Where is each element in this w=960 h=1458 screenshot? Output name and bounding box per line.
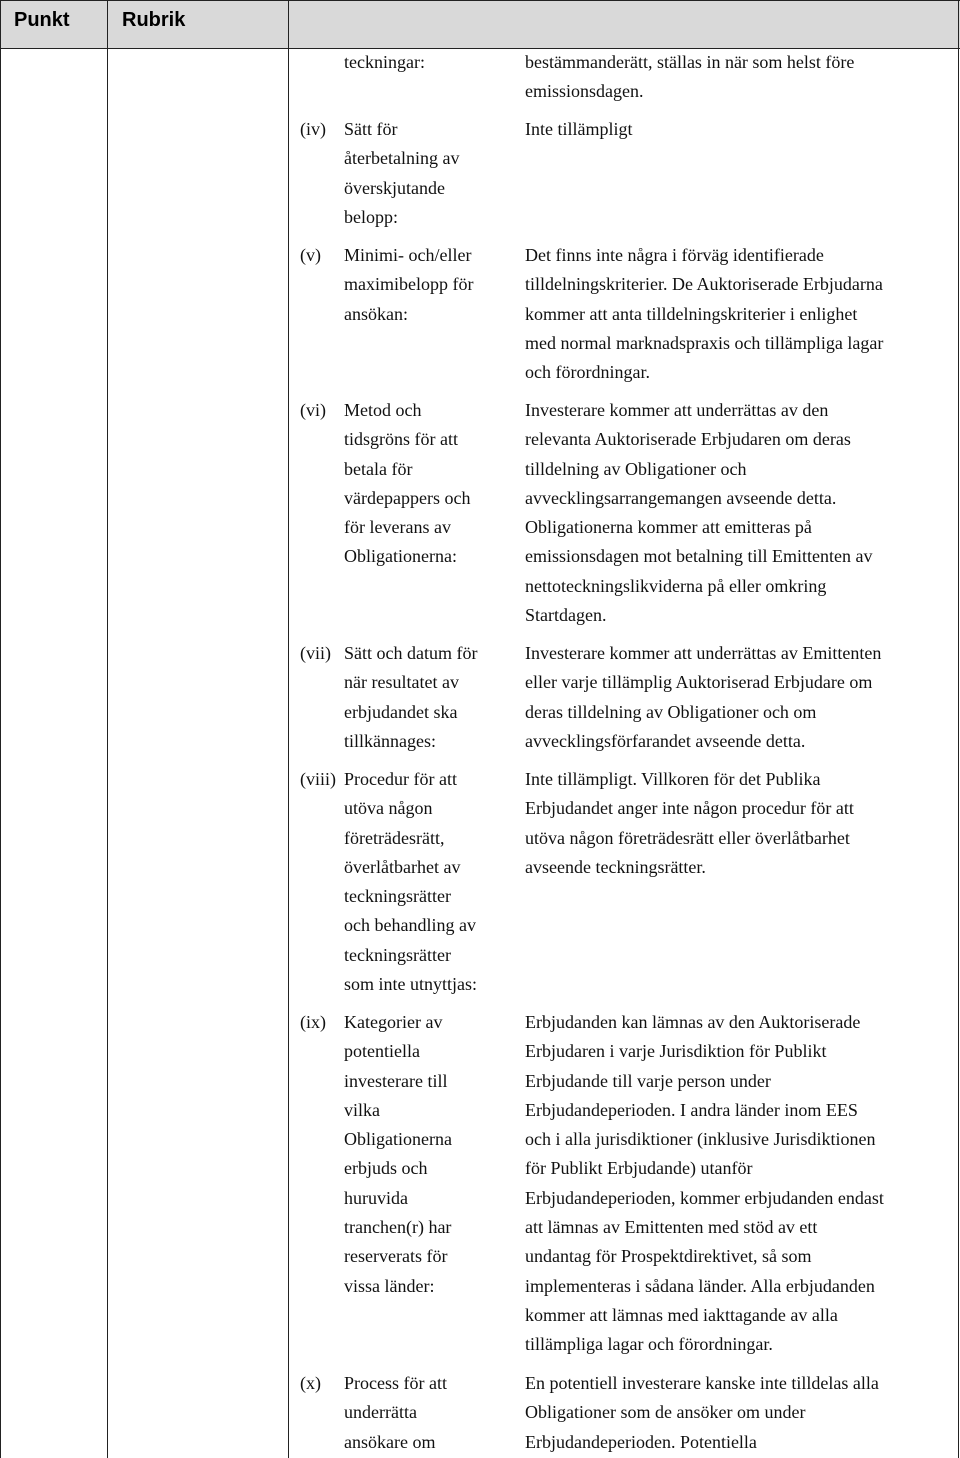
description-line: och förordningar. [525,362,650,383]
label-line: överskjutande [344,177,445,198]
label-line: överlåtbarhet av [344,856,461,877]
row-label [344,1008,512,1301]
label-line: ansökan: [344,303,408,324]
description-line: Startdagen. [525,605,607,626]
row-number: (iv) [300,119,326,139]
label-line: underrätta [344,1402,417,1423]
label-line: och behandling av [344,915,476,936]
description-line: Erbjudandeperioden, kommer erbjudanden endast [525,1187,884,1208]
row-description [525,1369,951,1457]
row-number: (vi) [300,400,326,420]
label-line: för leverans av [344,517,451,538]
description-line: Erbjudandeperioden. Potentiella [525,1431,757,1452]
label-line: Obligationerna [344,1129,452,1150]
description-line: emissionsdagen. [525,81,644,102]
label-line: företrädesrätt, [344,827,445,848]
row-label [344,1369,512,1457]
table-border-top [0,0,960,1]
label-line: teckningsrätter [344,886,451,907]
description-line: emissionsdagen mot betalning till Emittenten av [525,546,873,567]
label-line: Kategorier av [344,1012,443,1032]
row-number: (v) [300,245,321,265]
description-line: Erbjudanden kan lämnas av den Auktoriserade [525,1012,861,1032]
label-line: belopp: [344,206,398,227]
description-line: med normal marknadspraxis och tillämpliga lagar [525,332,884,353]
description-line: avseende teckningsrätter. [525,856,706,877]
description-line: kommer att lämnas med iakttagande av alla [525,1304,838,1325]
label-line: investerare till [344,1070,448,1091]
row-description [525,115,951,144]
label-line: Obligationerna: [344,546,457,567]
row-description [525,639,951,756]
description-line: Obligationerna kommer att emitteras på [525,517,812,538]
row-description [525,396,951,630]
row-number: (ix) [300,1012,326,1032]
row-label [344,48,512,77]
label-line: erbjudandet ska [344,701,458,722]
header-punkt: Punkt [14,9,70,31]
label-line: Sätt för [344,119,398,139]
label-line: ansökare om [344,1431,436,1452]
label-line: tidsgröns för att [344,429,458,450]
label-line: utöva någon [344,798,433,819]
description-line: avvecklingsförfarandet avseende detta. [525,730,806,751]
label-line: teckningsrätter [344,944,451,965]
description-line: undantag för Prospektdirektivet, så som [525,1246,812,1267]
row-label [344,115,512,232]
row-description [525,241,951,387]
description-line: Inte tillämpligt [525,119,633,139]
label-line: som inte utnyttjas: [344,974,477,995]
label-line: återbetalning av [344,148,460,169]
label-line: Metod och [344,400,422,420]
row-number: (x) [300,1373,321,1393]
row-description [525,765,951,882]
description-line: Det finns inte några i förväg identifierade [525,245,824,265]
description-line: Erbjudandet anger inte någon procedur för att [525,798,854,819]
description-line: Erbjudaren i varje Jurisdiktion för Publikt [525,1041,827,1062]
row-label [344,765,512,999]
label-line: tillkännages: [344,730,436,751]
description-line: att lämnas av Emittenten med stöd av ett [525,1217,818,1238]
description-line: En potentiell investerare kanske inte tilldelas alla [525,1373,879,1393]
label-line: teckningar: [344,52,425,72]
label-line: när resultatet av [344,672,459,693]
label-line: erbjuds och [344,1158,428,1179]
description-line: Investerare kommer att underrättas av den [525,400,829,420]
row-number: (vii) [300,643,331,663]
label-line: värdepappers och [344,487,471,508]
label-line: potentiella [344,1041,420,1062]
description-line: Inte tillämpligt. Villkoren för det Publika [525,769,821,789]
label-line: Sätt och datum för [344,643,478,663]
label-line: Minimi- och/eller [344,245,472,265]
label-line: Process för att [344,1373,447,1393]
description-line: implementeras i sådana länder. Alla erbjudanden [525,1275,875,1296]
column-divider-1 [107,0,108,1458]
description-line: tilldelning av Obligationer och [525,458,747,479]
label-line: reserverats för [344,1246,448,1267]
description-line: utöva någon företrädesrätt eller överlåtbarhet [525,827,850,848]
row-label [344,241,512,329]
table-border-right [958,0,959,1458]
label-line: vissa länder: [344,1275,435,1296]
row-description [525,1008,951,1360]
row-label [344,396,512,572]
description-line: relevanta Auktoriserade Erbjudaren om deras [525,429,851,450]
description-line: eller varje tillämplig Auktoriserad Erbjudare om [525,672,873,693]
description-line: nettoteckningslikviderna på eller omkring [525,575,827,596]
description-line: deras tilldelning av Obligationer och om [525,701,817,722]
description-line: kommer att anta tilldelningskriterier i enlighet [525,303,858,324]
row-description [525,48,951,107]
table-header [0,0,960,48]
description-line: bestämmanderätt, ställas in när som helst före [525,52,855,72]
description-line: avvecklingsarrangemangen avseende detta. [525,487,837,508]
description-line: för Publikt Erbjudande) utanför [525,1158,753,1179]
description-line: och i alla jurisdiktioner (inklusive Jurisdiktionen [525,1129,876,1150]
label-line: maximibelopp för [344,274,474,295]
description-line: tilldelningskriterier. De Auktoriserade Erbjudarna [525,274,883,295]
description-line: Erbjudande till varje person under [525,1070,771,1091]
row-label [344,639,512,756]
label-line: Procedur för att [344,769,457,789]
header-rubrik: Rubrik [122,9,186,31]
description-line: tillämpliga lagar och förordningar. [525,1334,773,1355]
description-line: Obligationer som de ansöker om under [525,1402,806,1423]
table-border-left [0,0,1,1458]
row-number: (viii) [300,769,336,789]
description-line: Investerare kommer att underrättas av Emittenten [525,643,882,663]
description-line: Erbjudandeperioden. I andra länder inom EES [525,1099,858,1120]
label-line: betala för [344,458,413,479]
label-line: huruvida [344,1187,408,1208]
label-line: vilka [344,1099,380,1120]
label-line: tranchen(r) har [344,1217,452,1238]
column-divider-2 [288,0,289,1458]
